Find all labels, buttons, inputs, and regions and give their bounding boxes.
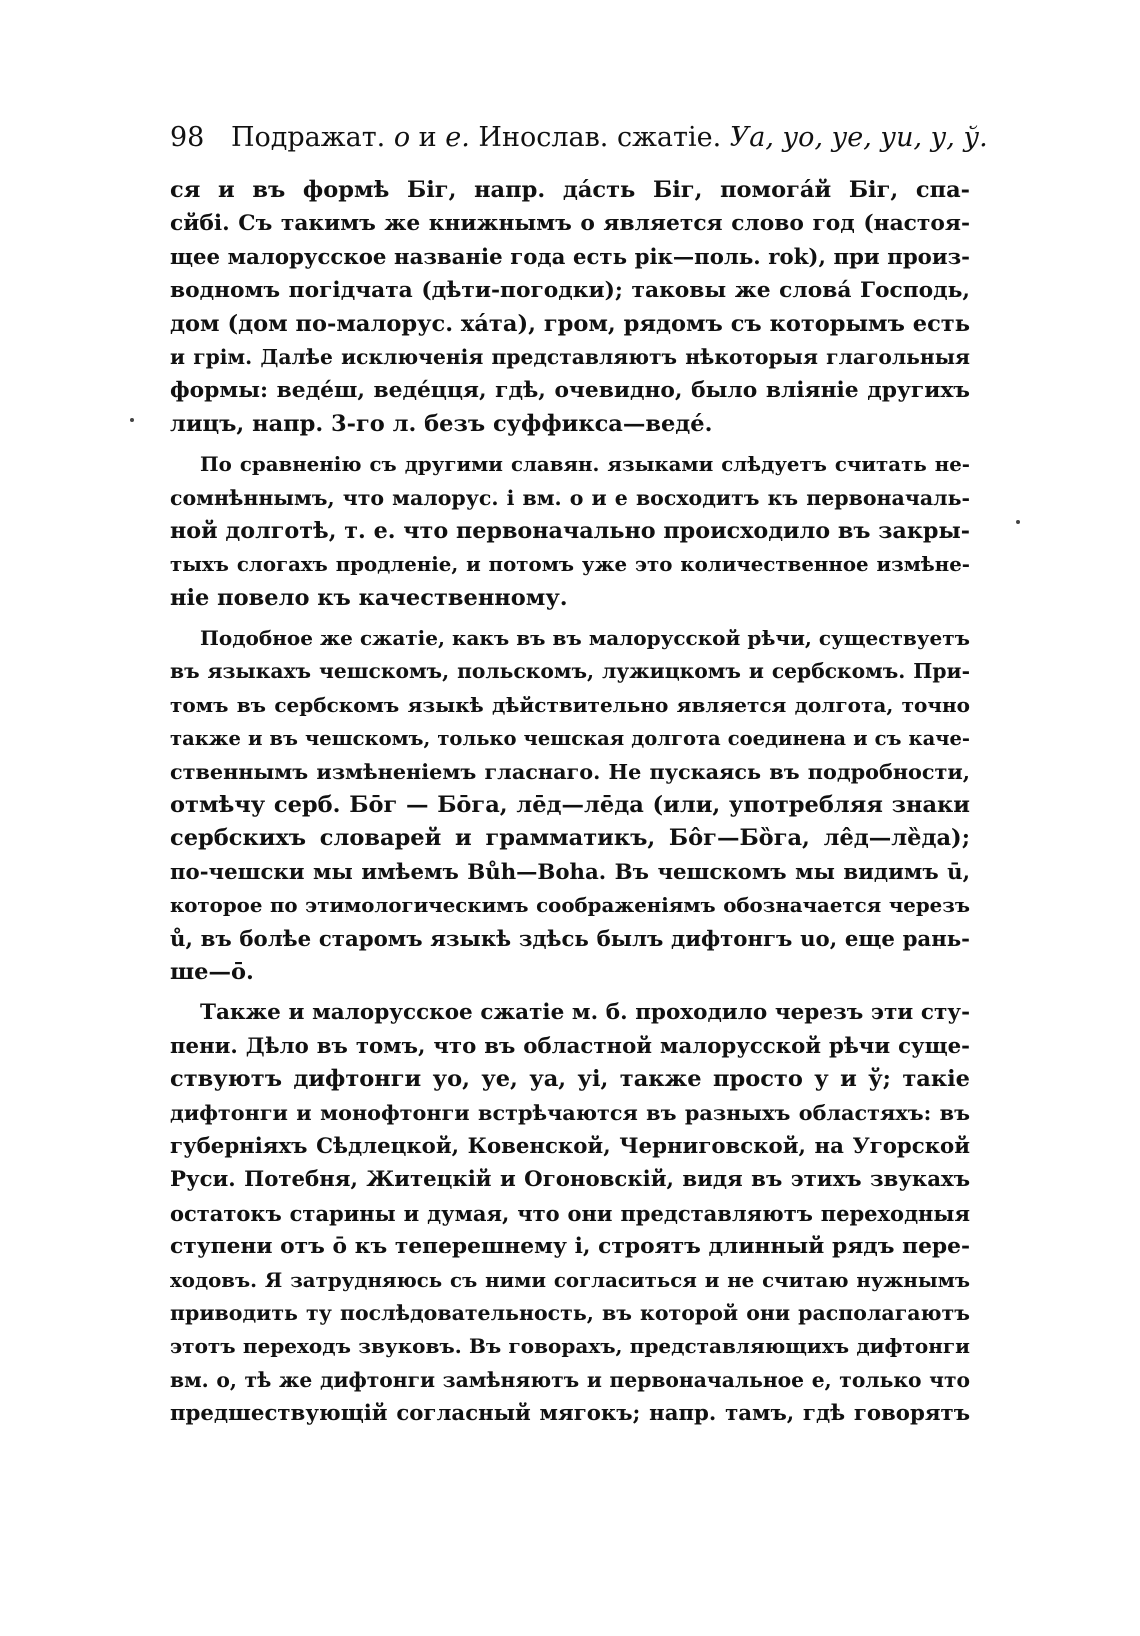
header-letter-e: е. <box>445 122 470 153</box>
header-conjunction: и <box>418 122 437 153</box>
text-line: ходовъ. Я затрудняюсь съ ними согласиться и не считаю нужнымъ <box>170 1267 970 1292</box>
paragraph-2 <box>170 448 970 615</box>
text-line: ся и въ формѣ Біг, напр. дáсть Біг, помогáй Біг, спа- <box>170 177 970 203</box>
text-line: отмѣчу серб. Бōг — Бōга, лēд—лēда (или, употребляя знаки <box>170 792 970 819</box>
text-line: также и въ чешскомъ, только чешская долгота соединена и съ каче- <box>170 727 970 751</box>
header-diphthongs: Уа, уо, уе, уи, у, ў. <box>729 122 988 153</box>
text-line: лицъ, напр. 3-го л. безъ суффикса—ведé. <box>170 410 713 437</box>
header-title-part1: Подражат. <box>230 122 386 153</box>
paragraph-4 <box>170 996 970 1430</box>
header-title-part2: Инослав. сжатіе. <box>478 122 722 153</box>
text-line: ной долготѣ, т. е. что первоначально происходило въ закры- <box>170 517 970 544</box>
text-line: сомнѣннымъ, что малорус. і вм. о и е восходитъ къ первоначаль- <box>170 485 970 510</box>
body-text <box>170 174 970 1430</box>
text-line: щее малорусское названіе года есть рік—поль. rok), при произ- <box>170 244 970 270</box>
text-line: вм. о, тѣ же дифтонги замѣняютъ и первоначальное е, только что <box>170 1367 970 1392</box>
text-line: дифтонги и монофтонги встрѣчаются въ разныхъ областяхъ: въ <box>170 1100 970 1125</box>
text-line: которое по этимологическимъ соображеніямъ обозначается черезъ <box>170 893 970 918</box>
text-line: сйбі. Съ такимъ же книжнымъ о является слово год (настоя- <box>170 211 970 237</box>
text-line: ů, въ болѣе старомъ языкѣ здѣсь былъ дифтонгъ uo, еще рань- <box>170 926 970 952</box>
text-line: дом (дом по-малорус. хáта), гром, рядомъ съ которымъ есть <box>170 310 970 337</box>
text-line: Подобное же сжатіе, какъ въ въ малорусской рѣчи, существуетъ <box>200 626 970 651</box>
text-line: сербскихъ словарей и грамматикъ, Бôг—Бȍга, лêд—лȅда); <box>170 825 970 852</box>
text-line: ніе повело къ качественному. <box>170 584 568 611</box>
text-line: Также и малорусское сжатіе м. б. проходило черезъ эти сту- <box>200 1000 970 1026</box>
paragraph-3 <box>170 622 970 989</box>
text-line: этотъ переходъ звуковъ. Въ говорахъ, представляющихъ дифтонги <box>170 1334 970 1359</box>
text-line: ствуютъ дифтонги уо, уе, уа, уі, также просто у и ў; такіе <box>170 1066 970 1093</box>
text-line: губерніяхъ Сѣдлецкой, Ковенской, Черниговской, на Угорской <box>170 1133 970 1159</box>
text-line: Руси. Потебня, Житецкій и Огоновскій, видя въ этихъ звукахъ <box>170 1167 970 1193</box>
text-line: приводить ту послѣдовательность, въ которой они располагаютъ <box>170 1300 970 1325</box>
text-line: формы: ведéш, ведéцця, гдѣ, очевидно, было вліяніе другихъ <box>170 378 970 404</box>
text-line: пени. Дѣло въ томъ, что въ областной малорусской рѣчи суще- <box>170 1033 970 1059</box>
scan-speck <box>1016 520 1020 524</box>
page-number: 98 <box>170 122 205 153</box>
header-letter-o: о <box>393 122 411 153</box>
text-line: по-чешски мы имѣемъ Bůh—Boha. Въ чешскомъ мы видимъ ū, <box>170 859 970 885</box>
text-line: ше—ō. <box>170 958 254 985</box>
text-line: По сравненію съ другими славян. языками слѣдуетъ считать не- <box>200 452 970 477</box>
text-line: тыхъ слогахъ продленіе, и потомъ уже это количественное измѣне- <box>170 552 970 577</box>
running-header <box>170 120 988 156</box>
text-line: ступени отъ ō къ теперешнему і, строятъ длинный рядъ пере- <box>170 1234 970 1260</box>
text-line: въ языкахъ чешскомъ, польскомъ, лужицкомъ и сербскомъ. При- <box>170 659 970 684</box>
text-line: ственнымъ измѣненіемъ гласнаго. Не пускаясь въ подробности, <box>170 759 970 784</box>
text-line: томъ въ сербскомъ языкѣ дѣйствительно является долгота, точно <box>170 692 970 717</box>
paragraph-1 <box>170 174 970 441</box>
text-line: и грім. Далѣе исключенія представляютъ нѣкоторыя глагольныя <box>170 344 970 369</box>
text-line: остатокъ старины и думая, что они представляютъ переходныя <box>170 1200 970 1226</box>
scan-speck <box>130 418 134 422</box>
text-line: предшествующій согласный мягокъ; напр. тамъ, гдѣ говорятъ <box>170 1401 970 1427</box>
text-line: водномъ погідчата (дѣти-погодки); таковы же словá Господь, <box>170 278 970 304</box>
